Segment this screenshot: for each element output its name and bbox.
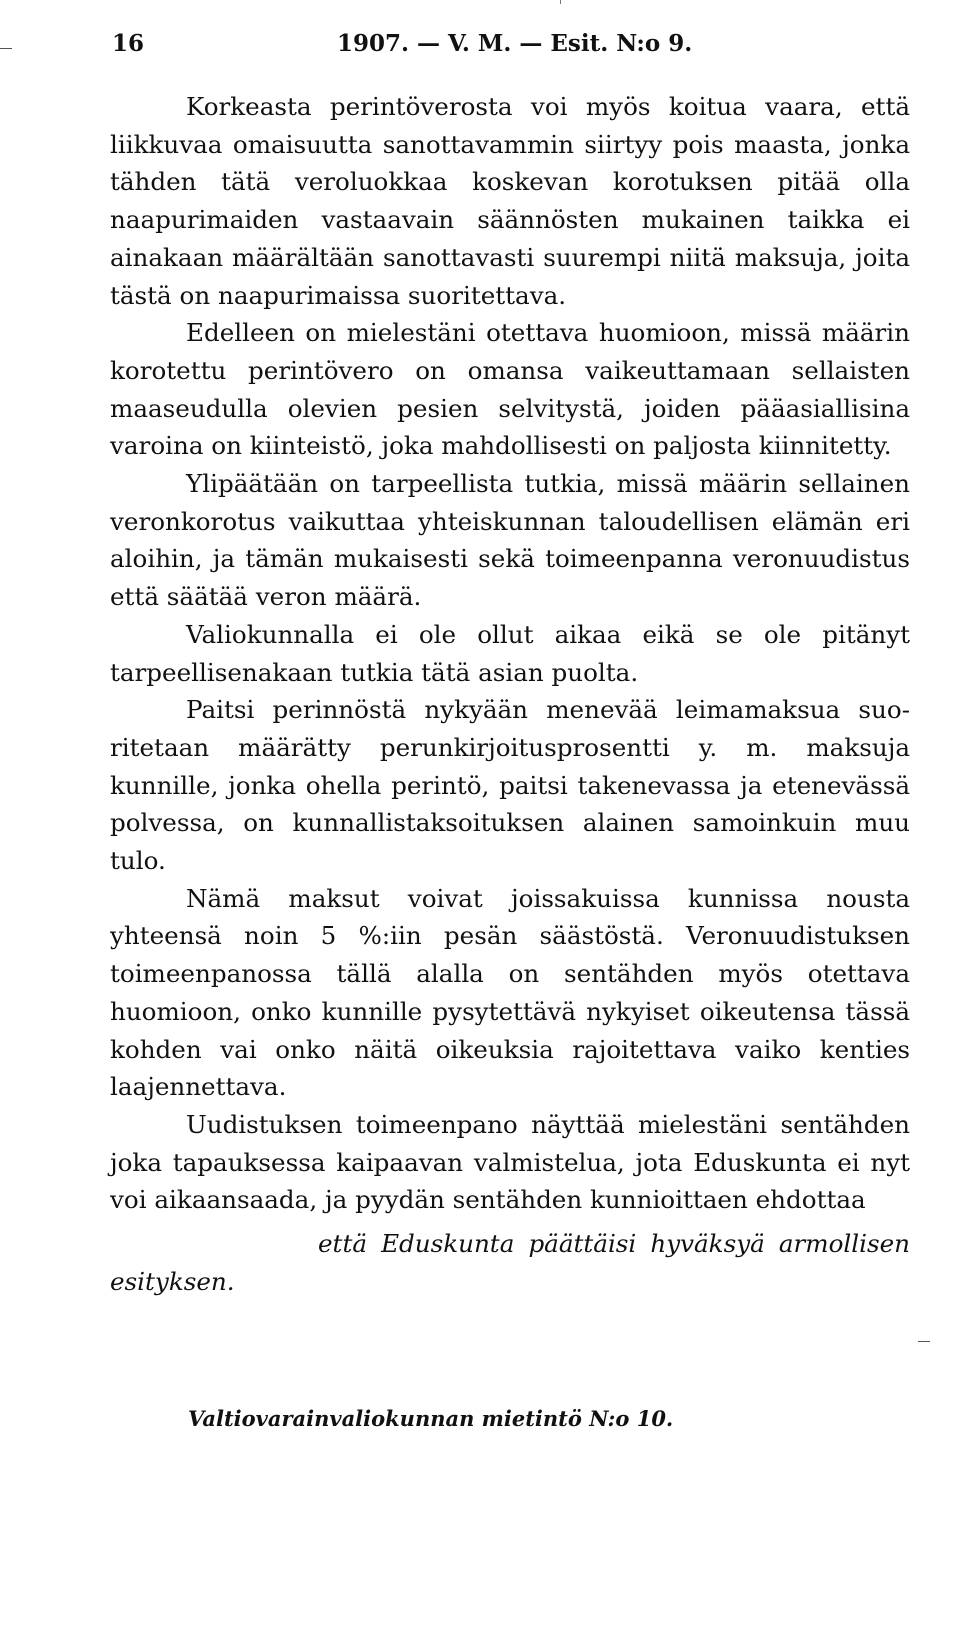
page-header — [112, 30, 872, 70]
paragraph-inheritance-tax-risk: Korkeasta perintöverosta voi myös koitua vaara, että liikkuvaa omaisuutta sanottavammin siirtyy pois maasta, jonka tähden tätä veroluokkaa koskevan korotuksen pitää olla naapurimaiden vastaavain säännösten mukainen taikka ei ainakaan määrältään sanottavasti suurempi niitä maksuja, joita tästä on naapurimaissa suoritettava. — [110, 92, 910, 310]
running-head: 1907. — V. M. — Esit. N:o 9. — [337, 30, 693, 57]
body-text — [110, 88, 910, 1300]
page-number: 16 — [112, 30, 145, 57]
committee-report-reference: Valtiovarainvaliokunnan mietintö N:o 10. — [188, 1406, 674, 1431]
paragraph-committee-time: Valiokunnalla ei ole ollut aikaa eikä se ole pitänyt tarpeellisenakaan tutkia tätä asian puolta. — [110, 619, 910, 687]
scan-mark — [560, 0, 561, 4]
paragraph-conclusion: Uudistuksen toimeenpano näyttää mielestäni sentähden joka tapauksessa kaipaavan valmistelua, jota Eduskunta ei nyt voi aikaansaada, ja pyydän sentähden kunnioittaen ehdottaa — [110, 1109, 910, 1215]
paragraph-stamp-duty: Paitsi perinnöstä nykyään menevää leimamaksua suoritetaan määrätty perunkirjoitusprosentti y. m. maksuja kunnille, jonka ohella perintö, paitsi takenevassa ja etenevässä polvessa, on kunnallistaksoituksen alainen samoinkuin muu tulo. — [110, 695, 910, 876]
paragraph-economic-effects: Ylipäätään on tarpeellista tutkia, missä määrin sellainen veronkorotus vaikuttaa yhteiskunnan taloudellisen elämän eri aloihin, ja tämän mukaisesti sekä toimeenpanna veronuudistus että säätää veron määrä. — [110, 469, 910, 612]
scan-mark — [0, 48, 12, 49]
proposal-text: että Eduskunta päättäisi hyväksyä armollisen esityksen. — [110, 1229, 910, 1296]
paragraph-municipal-fees: Nämä maksut voivat joissakuissa kunnissa nousta yhteensä noin 5 %:iin pesän säästöstä. Veronuudistuksen toimeenpanossa tällä alalla on sentähden myös otettava huomioon, onko kunnille pysytettävä nykyiset oikeutensa tässä kohden vai onko näitä oikeuksia rajoitettava vaiko kenties laajennettava. — [110, 883, 910, 1102]
paragraph-rural-estates: Edelleen on mielestäni otettava huomioon, missä määrin korotettu perintövero on omansa vaikeuttamaan sellaisten maaseudulla olevien pesien selvitystä, joiden pääasiallisina varoina on kiinteistö, joka mahdollisesti on paljosta kiinnitetty. — [110, 318, 910, 461]
scan-mark — [918, 1341, 930, 1342]
